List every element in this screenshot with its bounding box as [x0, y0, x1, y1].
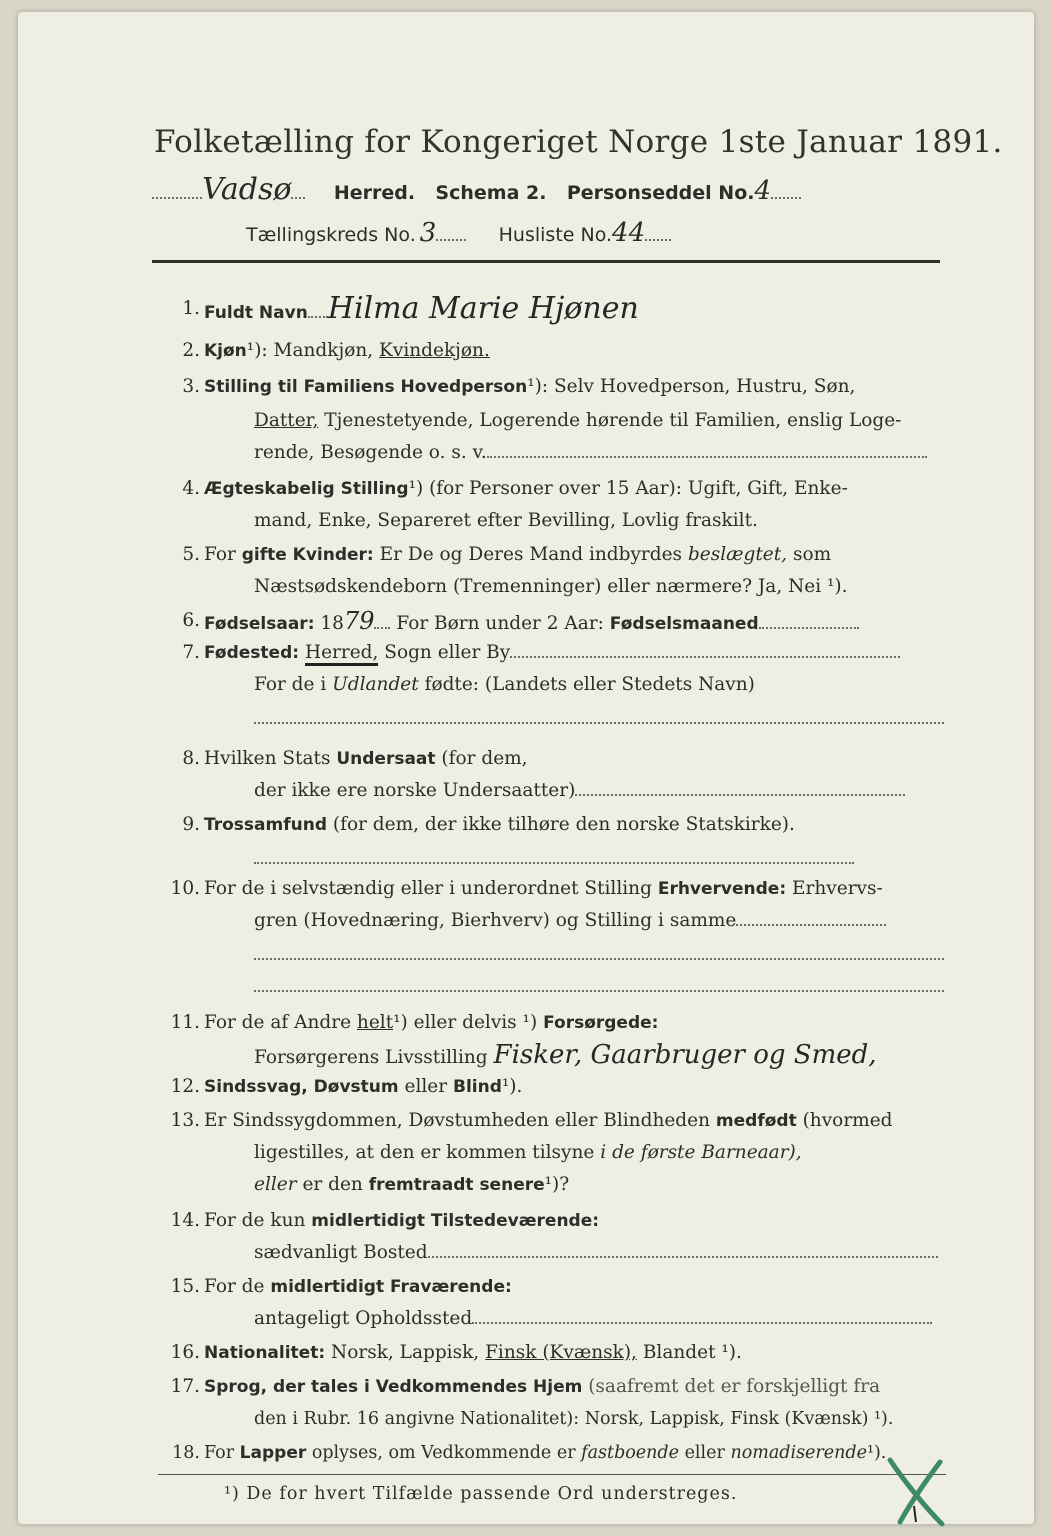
selected-sex: Kvindekjøn.: [379, 340, 490, 361]
green-x-mark-icon: [880, 1452, 960, 1532]
selected-nationality: Finsk (Kvænsk),: [485, 1342, 637, 1363]
selected-birthplace: Herred,: [305, 642, 378, 666]
header-rule: [152, 260, 940, 263]
selected-position: Datter,: [254, 410, 319, 431]
full-name-value: Hilma Marie Hjønen: [327, 291, 639, 326]
personseddel-label: Personseddel No.: [566, 182, 755, 204]
birth-year-value: 79: [343, 607, 375, 635]
footnote: ¹) De for hvert Tilfælde passende Ord understreges.: [224, 1484, 738, 1504]
provider-occupation-value: Fisker, Gaarbruger og Smed,: [493, 1040, 877, 1070]
header-line-1: [152, 172, 801, 207]
husliste-label: Husliste No.: [498, 224, 613, 246]
full-name-label: Fuldt Navn: [204, 303, 308, 323]
footnote-rule: [158, 1474, 946, 1475]
schema-label: Schema 2.: [435, 182, 547, 204]
header-line-2: [246, 218, 671, 248]
herred-value: Vadsø: [202, 172, 292, 207]
husliste-value: 44: [612, 218, 646, 248]
form-title: Folketælling for Kongeriget Norge 1ste Januar 1891.: [154, 124, 1003, 160]
kreds-value: 3: [419, 218, 437, 248]
census-form: Folketælling for Kongeriget Norge 1ste Januar 1891. Vadsø Herred. Schema 2. Personseddel No.4 Tællingskreds No. 3 Husliste No.44 1. Fuldt Navn Hilma Marie Hjønen 2. Kjøn¹): Mandkjøn, Kvindekjøn. 3. Stilling til Familiens Hovedperson¹): Selv Hovedperson, Hustru, Søn, Datter, Tjenestetyende, Logerende hørende til Familien, enslig Loge- rende, Besøgende o. s. v. 4. Ægteskabelig Stilling¹) (for Personer over 15 Aar): Ugift, Gift, Enke- mand, Enke, Separeret efter Bevilling, Lovlig fraskilt. 5. For gifte Kvinder: Er De og Deres Mand indbyrdes beslægtet, som Næstsødskendeborn (Tremenninger) eller nærmere? Ja, Nei ¹). 6. Fødselsaar: 1879 For Børn under 2 Aar: Fødselsmaaned 7. Fødested: Herred, Sogn eller By For de i Udlandet fødte: (Landets eller Stedets Navn) 8. Hvilken Stats Undersaat (for dem, der ikke ere norske Undersaatter) 9. Trossamfund (for dem, der ikke tilhøre den norske Statskirke). 10. For de i selvstændig eller i underordnet Stilling Erhvervende: Erhvervs- gren (Hovednæring, Bierhverv) og Stilling i samme 11. For de af Andre helt¹) eller delvis ¹) Forsørgede: Forsørgerens Livsstilling Fisker, Gaarbruger og Smed, 12. Sindssvag, Døvstum eller Blind¹). 13. Er Sindssygdommen, Døvstumheden eller Blindheden medfødt (hvormed ligestilles, at den er kommen tilsyne i de første Barneaar), eller er den fremtraadt senere¹)? 14. For de kun midlertidigt Tilstedeværende: sædvanligt Bosted 15. For de midlertidigt Fraværende: antageligt Opholdssted 16. Nationalitet: Norsk, Lappisk, Finsk (Kvænsk), Blandet ¹). 17. Sprog, der tales i Vedkommendes Hjem (saafremt det er forskjelligt fra den i Rubr. 16 angivne Nationalitet): Norsk, Lappisk, Finsk (Kvænsk) ¹). 18. For Lapper oplyses, om Vedkommende er fastboende eller nomadiserende¹). ¹) De for hvert Tilfælde passende Ord understreges.: [18, 12, 1034, 1524]
personseddel-value: 4: [754, 176, 772, 206]
kreds-label: Tællingskreds No.: [246, 224, 416, 246]
selected-support: helt: [356, 1012, 394, 1033]
herred-label: Herred.: [333, 182, 416, 204]
